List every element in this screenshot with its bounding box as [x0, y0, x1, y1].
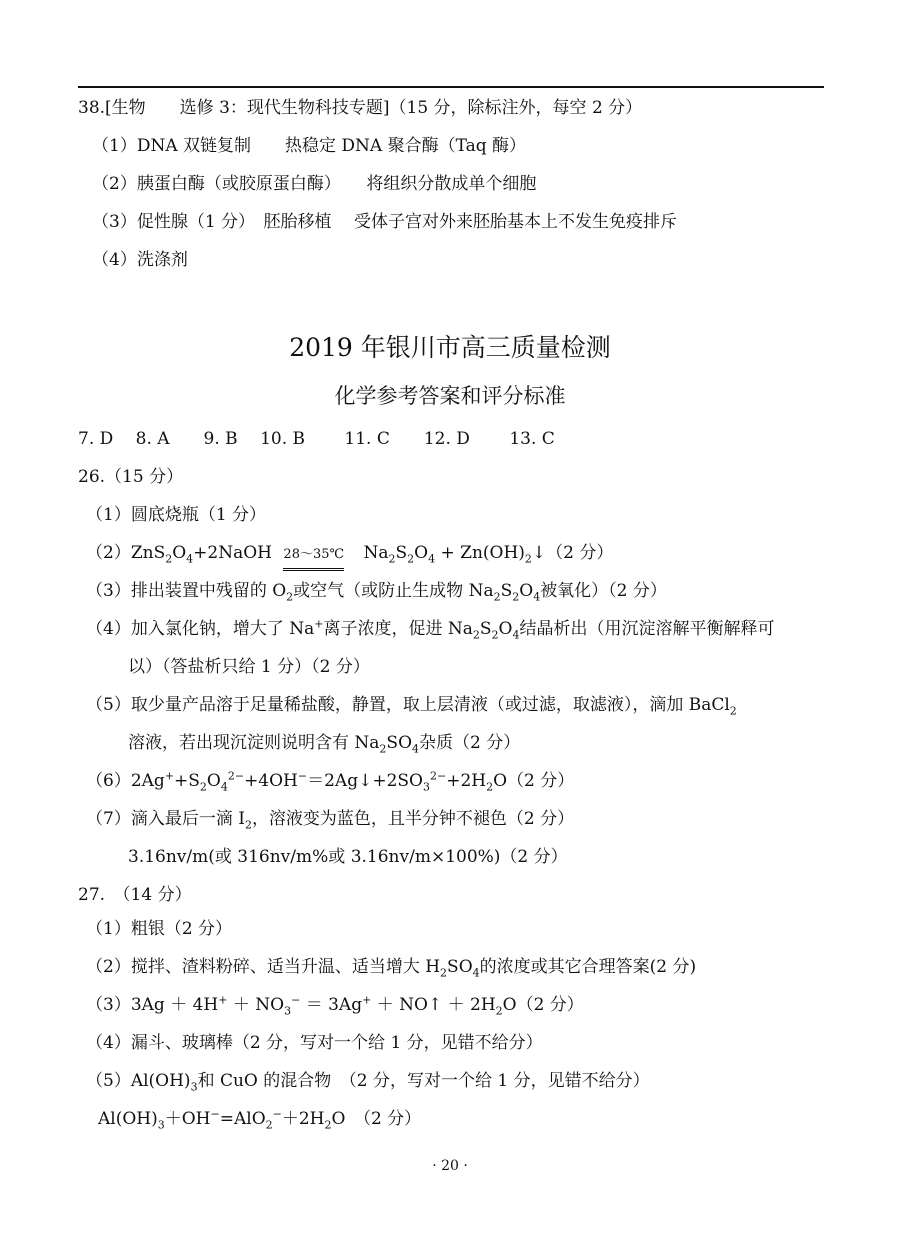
formula-part: S — [500, 581, 513, 601]
q27-answer-5-equation — [98, 1107, 421, 1131]
page-subtitle: 化学参考答案和评分标准 — [334, 384, 566, 408]
formula-part: ↓（2 分） — [531, 543, 614, 563]
subscript: 4 — [472, 966, 480, 980]
subscript: 2 — [524, 552, 532, 566]
section38-header: 38.[生物 选修 3：现代生物科技专题]（15 分，除标注外，每空 2 分） — [78, 98, 643, 118]
subscript: 2 — [491, 628, 499, 642]
q26-answer-2 — [86, 541, 613, 571]
subscript: 2 — [512, 590, 520, 604]
formula-part: O — [498, 619, 513, 639]
formula-part: +S — [174, 771, 200, 791]
q26-answer-2-prefix: （2）ZnS — [86, 543, 166, 563]
formula-part: （3）3Ag ＋ 4H — [86, 995, 219, 1015]
superscript: − — [297, 769, 308, 783]
reaction-condition: 28～35℃ — [283, 543, 344, 571]
text-part: （7）滴入最后一滴 I — [86, 809, 245, 829]
subscript: 2 — [244, 818, 252, 832]
formula-part: O （2 分） — [331, 1109, 422, 1129]
formula-part: O（2 分） — [502, 995, 584, 1015]
subscript: 2 — [486, 780, 494, 794]
formula-part: +4OH — [244, 771, 298, 791]
q26-answer-7-cont: 3.16nv/m(或 316nv/m%或 3.16nv/m×100%)（2 分） — [128, 847, 568, 867]
q26-answer-5 — [86, 693, 737, 717]
formula-part: ＋ NO↑ ＋ 2H — [371, 995, 496, 1015]
q26-answer-6 — [86, 769, 574, 793]
q26-answer-1: （1）圆底烧瓶（1 分） — [86, 505, 267, 525]
formula-part: （6）2Ag — [86, 771, 165, 791]
text-part: 杂质（2 分） — [419, 733, 521, 753]
subscript: 2 — [472, 628, 480, 642]
subscript: 3 — [190, 1080, 198, 1094]
formula-part: +2H — [446, 771, 487, 791]
formula-part: ＝2Ag↓+2SO — [307, 771, 423, 791]
formula-part: O — [519, 581, 534, 601]
text-part: 被氧化）（2 分） — [540, 581, 667, 601]
section38-answer-3: （3）促性腺（1 分） 胚胎移植 受体子宫对外来胚胎基本上不发生免疫排斥 — [92, 212, 677, 232]
subscript: 2 — [379, 742, 387, 756]
formula-part: =AlO — [219, 1109, 266, 1129]
q26-answer-7 — [86, 807, 574, 831]
text-part: 和 CuO 的混合物 （2 分，写对一个给 1 分，见错不给分） — [197, 1071, 650, 1091]
q27-answer-3 — [86, 993, 584, 1017]
subscript: 3 — [157, 1118, 165, 1132]
superscript: 2− — [227, 769, 245, 783]
q27-answer-4: （4）漏斗、玻璃棒（2 分，写对一个给 1 分，见错不给分） — [86, 1033, 543, 1053]
text-part: （2）搅拌、渣料粉碎、适当升温、适当增大 H — [86, 957, 441, 977]
formula-part: ＝ 3Ag — [300, 995, 363, 1015]
formula-part: O — [172, 543, 187, 563]
superscript: + — [314, 617, 324, 631]
formula-part: Al(OH) — [98, 1109, 158, 1129]
subscript: 2 — [165, 552, 173, 566]
section38-answer-1: （1）DNA 双链复制 热稳定 DNA 聚合酶（Taq 酶） — [92, 136, 527, 156]
text-part: 或空气（或防止生成物 Na — [293, 581, 494, 601]
subscript: 4 — [186, 552, 194, 566]
q27-answer-2 — [86, 955, 696, 979]
formula-part: SO — [447, 957, 473, 977]
formula-part: + Zn(OH) — [435, 543, 525, 563]
subscript: 2 — [199, 780, 207, 794]
subscript: 4 — [428, 552, 436, 566]
q26-header: 26.（15 分） — [78, 467, 184, 487]
superscript: − — [272, 1107, 282, 1121]
subscript: 4 — [533, 590, 541, 604]
subscript: 2 — [407, 552, 415, 566]
formula-part: ＋OH — [164, 1109, 211, 1129]
subscript: 4 — [412, 742, 420, 756]
text-part: （5）取少量产品溶于足量稀盐酸，静置，取上层清液（或过滤，取滤液），滴加 BaCl — [86, 695, 730, 715]
superscript: − — [210, 1107, 220, 1121]
subscript: 2 — [440, 966, 448, 980]
page-number: · 20 · — [432, 1158, 468, 1174]
text-part: 溶液，若出现沉淀则说明含有 Na — [128, 733, 380, 753]
formula-part: +2NaOH — [193, 543, 273, 563]
subscript: 4 — [512, 628, 520, 642]
formula-part: SO — [386, 733, 413, 753]
subscript: 2 — [493, 590, 501, 604]
formula-part: ＋ NO — [227, 995, 285, 1015]
subscript: 3 — [422, 780, 430, 794]
subscript: 2 — [729, 704, 737, 718]
q26-answer-4-cont: 以）（答盐析只给 1 分）（2 分） — [128, 657, 370, 677]
q26-answer-5-cont — [128, 731, 520, 755]
section38-answer-2: （2）胰蛋白酶（或胶原蛋白酶） 将组织分散成单个细胞 — [92, 174, 537, 194]
text-part: ，溶液变为蓝色，且半分钟不褪色（2 分） — [251, 809, 575, 829]
formula-part: O（2 分） — [493, 771, 575, 791]
multiple-choice-answers: 7. D 8. A 9. B 10. B 11. C 12. D 13. C — [78, 429, 555, 449]
section38-answer-4: （4）洗涤剂 — [92, 250, 188, 270]
subscript: 4 — [220, 780, 228, 794]
formula-part: Na — [363, 543, 389, 563]
subscript: 2 — [495, 1004, 503, 1018]
superscript: 2− — [429, 769, 447, 783]
superscript: − — [291, 993, 301, 1007]
formula-part: （5）Al(OH) — [86, 1071, 191, 1091]
subscript: 2 — [324, 1118, 332, 1132]
text-part: 结晶析出（用沉淀溶解平衡解释可 — [519, 619, 775, 639]
formula-part: S — [479, 619, 492, 639]
formula-part: O — [206, 771, 221, 791]
q26-answer-3 — [86, 579, 667, 603]
formula-part: ＋2H — [281, 1109, 325, 1129]
text-part: （3）排出装置中残留的 O — [86, 581, 287, 601]
q27-answer-5 — [86, 1069, 650, 1093]
superscript: + — [164, 769, 175, 783]
subscript: 2 — [265, 1118, 273, 1132]
text-part: 离子浓度，促进 Na — [323, 619, 473, 639]
q27-header: 27. （14 分） — [78, 885, 192, 905]
text-part: （4）加入氯化钠，增大了 Na — [86, 619, 315, 639]
text-part: 的浓度或其它合理答案(2 分) — [479, 957, 697, 977]
top-rule — [78, 86, 824, 88]
q26-answer-4 — [86, 617, 774, 641]
q27-answer-1: （1）粗银（2 分） — [86, 919, 233, 939]
formula-part: O — [414, 543, 429, 563]
superscript: + — [362, 993, 372, 1007]
subscript: 3 — [284, 1004, 292, 1018]
subscript: 2 — [388, 552, 396, 566]
formula-part: S — [395, 543, 408, 563]
superscript: + — [218, 993, 228, 1007]
page-title: 2019 年银川市高三质量检测 — [289, 333, 611, 362]
subscript: 2 — [286, 590, 294, 604]
